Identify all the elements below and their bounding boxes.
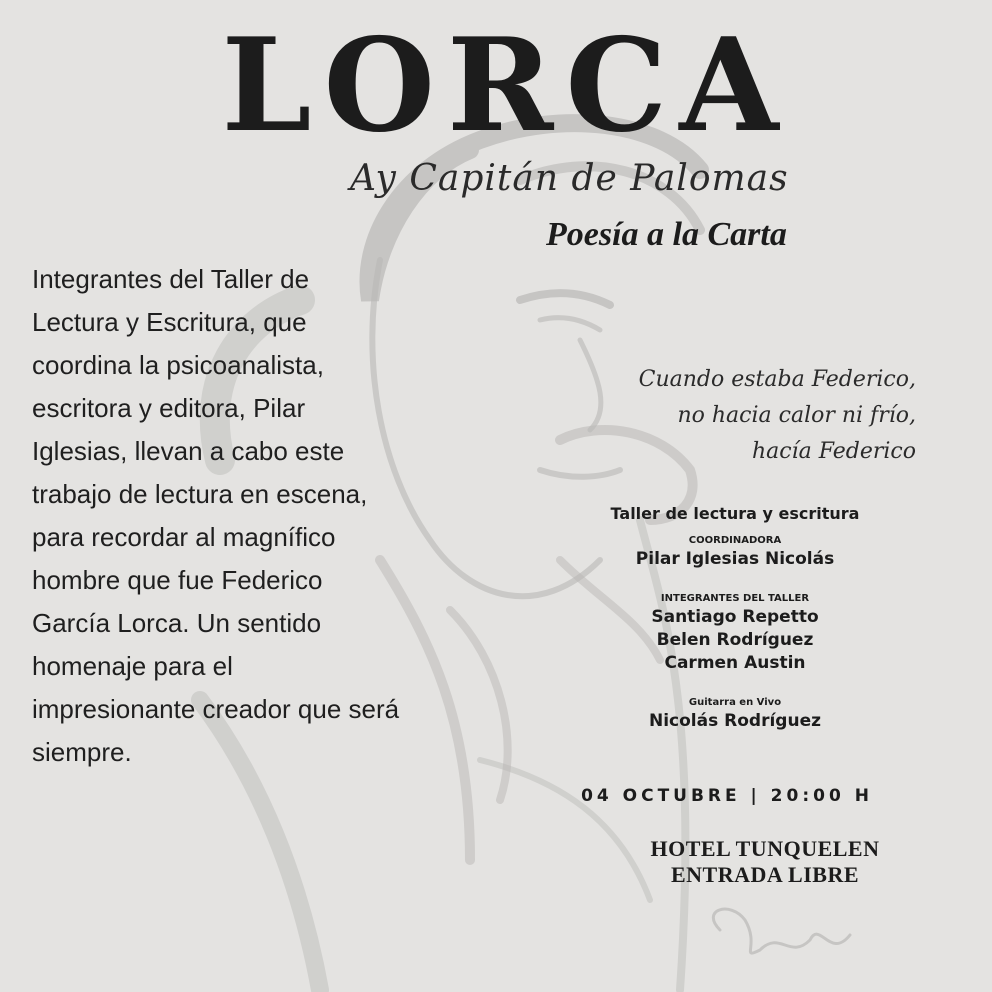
event-venue <box>600 836 930 888</box>
event-description: Integrantes del Taller de Lectura y Escritura, que coordina la psicoanalista, escritora y editora, Pilar Iglesias, llevan a cabo este trabajo de lectura en escena, para recordar al magnífico hombre que fue Federico García Lorca. Un sentido homenaje para el impresionante creador que será siempre. <box>32 264 400 767</box>
coordinator-name: Pilar Iglesias Nicolás <box>635 549 835 569</box>
member-name: Carmen Austin <box>664 653 806 673</box>
members-block <box>590 593 880 675</box>
quote-line: hacía Federico <box>751 439 916 464</box>
member-name: Santiago Repetto <box>651 607 819 627</box>
coordinator-role: COORDINADORA <box>688 535 782 546</box>
guitar-role: Guitarra en Vivo <box>688 697 782 708</box>
quote-line: Cuando estaba Federico, <box>638 367 916 392</box>
members-role: INTEGRANTES DEL TALLER <box>660 593 810 604</box>
poster-title: LORCA <box>221 11 791 161</box>
guitar-name: Nicolás Rodríguez <box>649 711 821 731</box>
credits-section <box>590 504 880 755</box>
poster-subtitle: Ay Capitán de Palomas <box>350 158 789 199</box>
entry-note: ENTRADA LIBRE <box>670 862 860 887</box>
lorca-quote <box>639 362 916 470</box>
quote-line: no hacia calor ni frío, <box>677 403 916 428</box>
workshop-name: Taller de lectura y escritura <box>610 504 860 523</box>
poster-tagline: Poesía a la Carta <box>546 216 787 253</box>
venue-name: HOTEL TUNQUELEN <box>650 836 880 861</box>
guitar-block <box>590 697 880 733</box>
member-name: Belen Rodríguez <box>656 630 814 650</box>
coordinator-block <box>590 535 880 571</box>
event-datetime: 04 OCTUBRE | 20:00 H <box>581 786 873 806</box>
